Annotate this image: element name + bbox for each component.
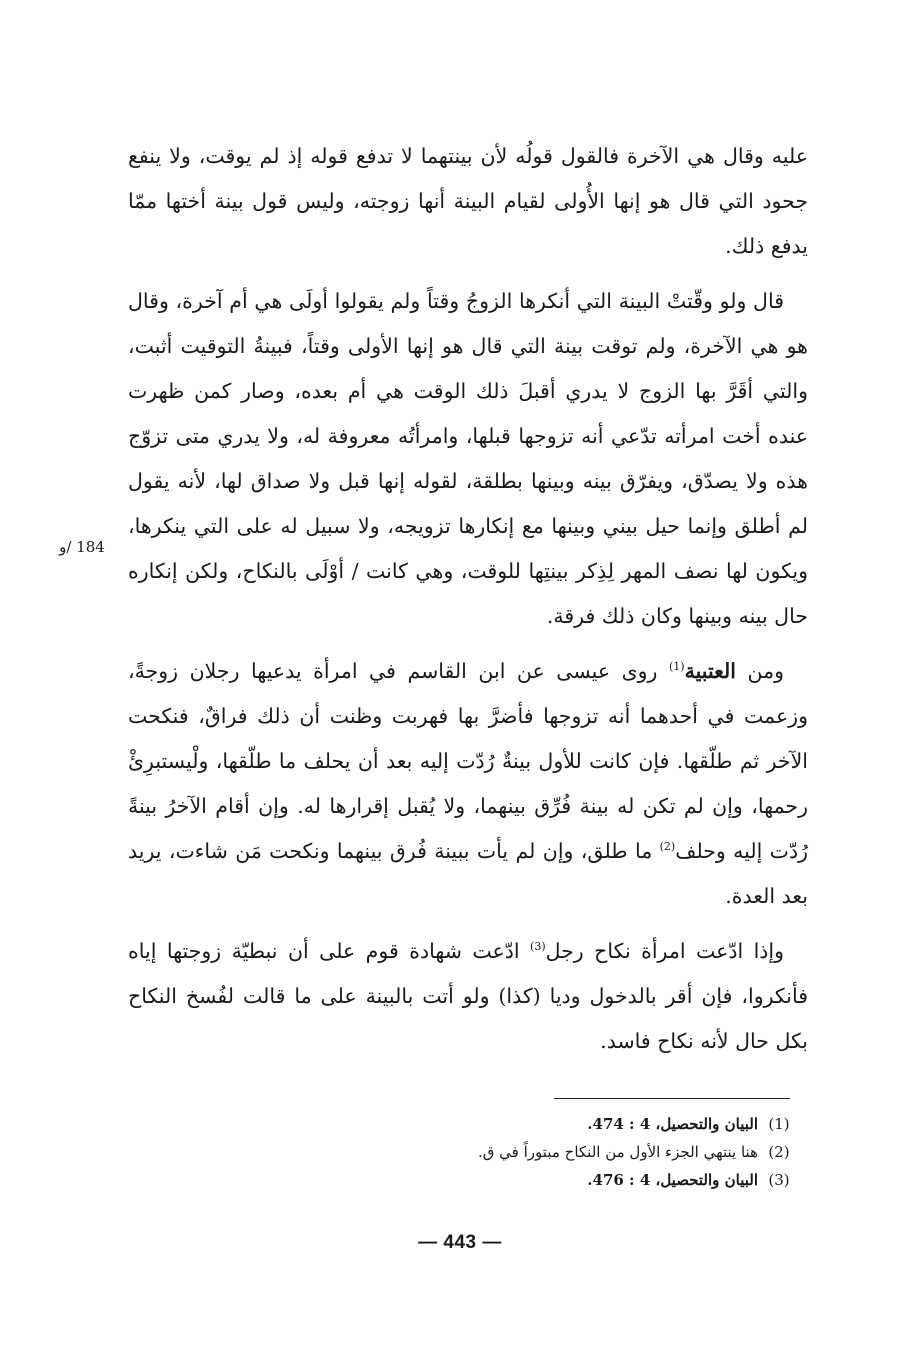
footnote-number: (3) xyxy=(768,1171,790,1189)
paragraph-4 xyxy=(128,929,808,1064)
source-reference-otbiyya: العتبية xyxy=(684,659,736,683)
manuscript-folio-note: 184 /و xyxy=(59,538,105,556)
page-number: — 443 — xyxy=(418,1232,502,1253)
paragraph-3-body: روى عيسى عن ابن القاسم في امرأة يدعيها رجلان زوجةً، وزعمت في أحدهما أنه تزوجها فأضرَّ بها فهربت وظنت أن ذلك فراقٌ، فنكحت الآخر ثم طلّقها. فإن كانت للأول بينةٌ رُدّت إليه بعد أن يحلف ما طلّقها، ولْيستبرِئْ رحمها، وإن لم تكن له بينة فُرِّق بينهما، ولا يُقبل إقرارها له. وإن أقام الآخرُ بينةً رُدّت إليه وحلف xyxy=(128,659,809,863)
footnotes xyxy=(300,1110,800,1194)
footnote-text: البيان والتحصيل، 4 : 476. xyxy=(587,1171,758,1189)
footnote-text: البيان والتحصيل، 4 : 474. xyxy=(587,1115,758,1133)
paragraph-1: عليه وقال هي الآخرة فالقول قولُه لأن بينتهما لا تدفع قوله إذ لم يوقت، ولا ينفع جحود التي قال هو إنها الأُولى لقيام البينة أنها زوجته، وليس قول بينة أختها ممّا يدفع ذلك. xyxy=(128,144,808,258)
paragraph-3-tail: ما طلق، وإن لم يأت ببينة فُرق بينهما ونكحت مَن شاءت، يريد بعد العدة. xyxy=(128,839,808,908)
paragraph-4-lead: وإذا ادّعت امرأة نكاح رجل xyxy=(545,939,784,963)
footnote-text: هنا ينتهي الجزء الأول من النكاح مبتوراً في ق. xyxy=(478,1143,758,1161)
footnote-marker-3: (3) xyxy=(530,940,546,954)
main-text xyxy=(128,134,808,1064)
footnote-number: (2) xyxy=(768,1143,790,1161)
footnote-marker-2: (2) xyxy=(659,840,676,854)
footnote-divider xyxy=(554,1098,790,1099)
footnote-marker-1: (1) xyxy=(668,660,685,674)
paragraph-3 xyxy=(128,649,808,919)
footnote-3 xyxy=(300,1166,800,1194)
footnote-2 xyxy=(300,1138,800,1166)
paragraph-3-lead: ومن xyxy=(735,659,784,683)
paragraph-2: قال ولو وقّتتْ البينة التي أنكرها الزوجُ وقتاً ولم يقولوا أولَى هي أم آخرة، وقال هو هي الآخرة، ولم توقت بينة التي قال هو إنها الأولى وقتاً، فبينةُ التوقيت أثبت، والتي أقَرَّ بها الزوج لا يدري أقبلَ ذلك الوقت هي أم بعده، وصار كمن ظهرت عنده أخت امرأته تدّعي أنه تزوجها قبلها، وامرأتُه معروفة له، ولا يدري متى تزوّج هذه ولا يصدّق، ويفرّق بينه وبينها بطلقة، لقوله إنها قبل ولا صداق لها، لأنه يقول لم أطلق وإنما حيل بيني وبينها مع إنكارها تزويجه، ولا سبيل له على التي ينكرها، ويكون لها نصف المهر لِذِكر بينتِها للوقت، وهي كانت / أوْلَى بالنكاح، ولكن إنكاره حال بينه وبينها وكان ذلك فرقة. xyxy=(128,289,808,628)
footnote-1 xyxy=(300,1110,800,1138)
footnote-number: (1) xyxy=(768,1115,790,1133)
paragraph-4-body: ادّعت شهادة قوم على أن نبطيّة زوجتها إياه فأنكروا، فإن أقر بالدخول وديا (كذا) ولو أتت بالبينة على ما قالت لفُسخ النكاح بكل حال لأنه نكاح فاسد. xyxy=(128,939,808,1053)
